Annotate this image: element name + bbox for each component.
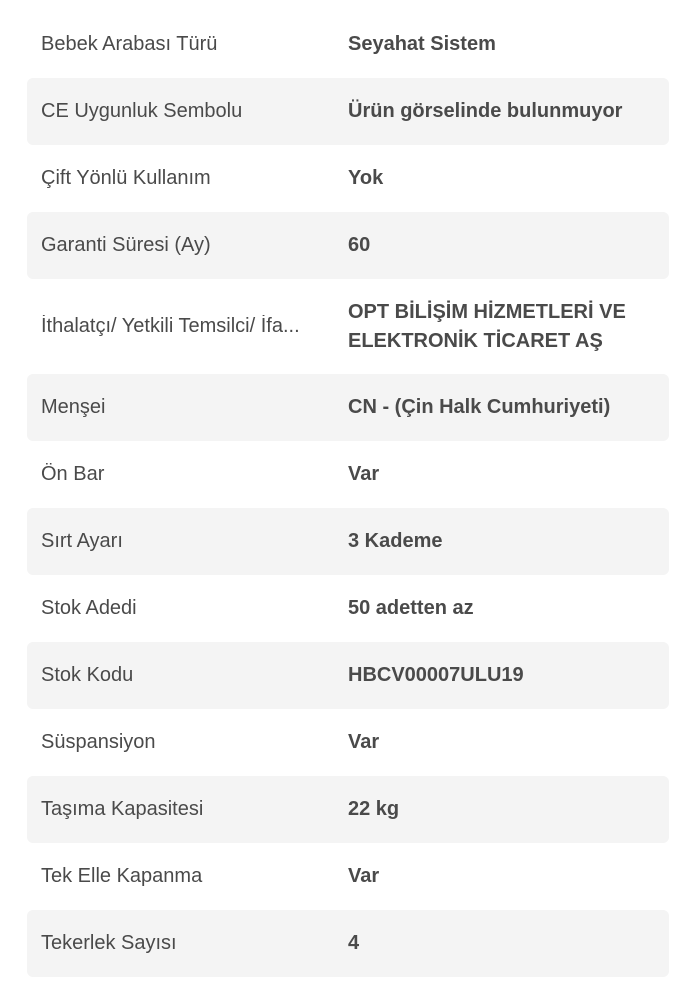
spec-value: Seyahat Sistem <box>348 33 496 55</box>
spec-label: Menşei <box>41 396 106 418</box>
spec-label: Taşıma Kapasitesi <box>41 798 204 820</box>
product-spec-table <box>27 11 669 977</box>
spec-row-wheel-count <box>27 910 669 977</box>
spec-value: 4 <box>348 932 360 954</box>
spec-label: Stok Kodu <box>41 664 134 686</box>
spec-label: Tekerlek Sayısı <box>41 932 177 954</box>
spec-label: Stok Adedi <box>41 597 137 619</box>
spec-row-back-adjust <box>27 508 669 575</box>
spec-value: Yok <box>348 167 384 189</box>
spec-row-ce-symbol <box>27 78 669 145</box>
spec-value: 3 Kademe <box>348 530 443 552</box>
spec-value: Var <box>348 865 380 887</box>
spec-row-capacity <box>27 776 669 843</box>
spec-row-stock-count <box>27 575 669 642</box>
spec-row-importer <box>27 279 669 374</box>
spec-label: Çift Yönlü Kullanım <box>41 167 211 189</box>
spec-value: 60 <box>348 234 371 256</box>
spec-label: Garanti Süresi (Ay) <box>41 234 211 256</box>
spec-label: Ön Bar <box>41 463 105 485</box>
spec-value: 50 adetten az <box>348 597 474 619</box>
spec-label: CE Uygunluk Sembolu <box>41 100 243 122</box>
spec-row-origin <box>27 374 669 441</box>
spec-row-one-hand-fold <box>27 843 669 910</box>
spec-label: Tek Elle Kapanma <box>41 865 203 887</box>
spec-value: HBCV00007ULU19 <box>348 664 524 686</box>
spec-value: 22 kg <box>348 798 400 820</box>
spec-row-stroller-type <box>27 11 669 78</box>
spec-row-bidirectional <box>27 145 669 212</box>
spec-value: CN - (Çin Halk Cumhuriyeti) <box>348 396 611 418</box>
spec-label: Süspansiyon <box>41 731 156 753</box>
spec-label: İthalatçı/ Yetkili Temsilci/ İfa... <box>41 315 300 337</box>
spec-row-suspension <box>27 709 669 776</box>
spec-value: Var <box>348 463 380 485</box>
spec-value: OPT BİLİŞİM HİZMETLERİ VE ELEKTRONİK TİCARET AŞ <box>348 300 626 352</box>
spec-value: Ürün görselinde bulunmuyor <box>348 100 623 122</box>
spec-label: Bebek Arabası Türü <box>41 33 218 55</box>
spec-value: Var <box>348 731 380 753</box>
spec-row-stock-code <box>27 642 669 709</box>
spec-label: Sırt Ayarı <box>41 530 123 552</box>
spec-row-front-bar <box>27 441 669 508</box>
spec-row-warranty <box>27 212 669 279</box>
